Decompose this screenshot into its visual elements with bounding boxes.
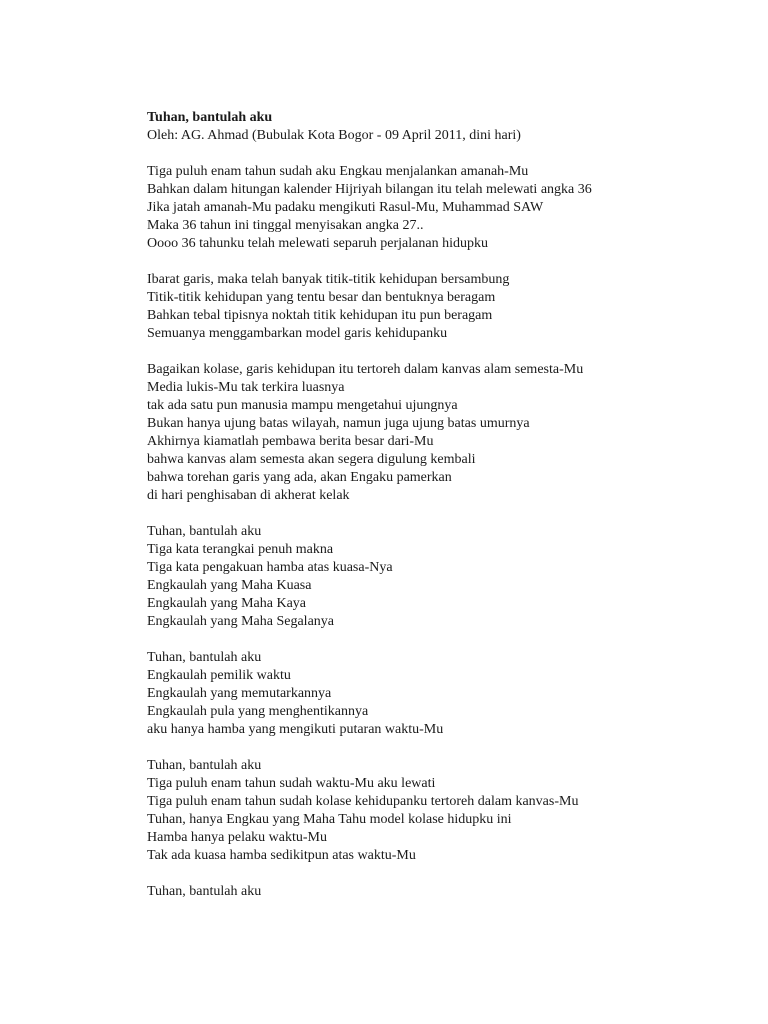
poem-line: Media lukis-Mu tak terkira luasnya [147,380,345,395]
poem-title: Tuhan, bantulah aku [147,110,273,125]
stanza-3 [147,361,747,505]
stanza-4 [147,523,747,631]
poem-byline: Oleh: AG. Ahmad (Bubulak Kota Bogor - 09 April 2011, dini hari) [147,128,521,143]
poem-line: aku hanya hamba yang mengikuti putaran waktu-Mu [147,722,444,737]
poem-line: Bahkan tebal tipisnya noktah titik kehidupan itu pun beragam [147,308,493,323]
poem-line: tak ada satu pun manusia mampu mengetahui ujungnya [147,398,458,413]
poem-line: Tiga kata pengakuan hamba atas kuasa-Nya [147,560,393,575]
poem-line: bahwa torehan garis yang ada, akan Engaku pamerkan [147,470,452,485]
poem-line: Semuanya menggambarkan model garis kehidupanku [147,326,448,341]
stanza-7 [147,883,747,901]
poem-line: Tiga kata terangkai penuh makna [147,542,334,557]
poem-line: Engkaulah yang Maha Segalanya [147,614,334,629]
poem-line: Engkaulah pula yang menghentikannya [147,704,369,719]
poem-line: Tiga puluh enam tahun sudah kolase kehidupanku tertoreh dalam kanvas-Mu [147,794,579,809]
poem-line: bahwa kanvas alam semesta akan segera digulung kembali [147,452,476,467]
poem-line: Tuhan, bantulah aku [147,650,262,665]
poem-line: Ibarat garis, maka telah banyak titik-titik kehidupan bersambung [147,272,510,287]
poem-line: Bagaikan kolase, garis kehidupan itu tertoreh dalam kanvas alam semesta-Mu [147,362,584,377]
stanza-5 [147,649,747,739]
poem-line: Akhirnya kiamatlah pembawa berita besar dari-Mu [147,434,434,449]
poem-body [147,109,747,901]
poem-line: Tiga puluh enam tahun sudah aku Engkau menjalankan amanah-Mu [147,164,529,179]
poem-line: Oooo 36 tahunku telah melewati separuh perjalanan hidupku [147,236,488,251]
poem-line: Tuhan, bantulah aku [147,524,262,539]
poem-line: Tuhan, bantulah aku [147,884,262,899]
poem-line: Engkaulah yang Maha Kuasa [147,578,312,593]
poem-line: Tiga puluh enam tahun sudah waktu-Mu aku lewati [147,776,436,791]
poem-line: Engkaulah yang Maha Kaya [147,596,306,611]
poem-line: Tak ada kuasa hamba sedikitpun atas waktu-Mu [147,848,416,863]
poem-line: di hari penghisaban di akherat kelak [147,488,350,503]
poem-line: Bukan hanya ujung batas wilayah, namun juga ujung batas umurnya [147,416,530,431]
poem-line: Jika jatah amanah-Mu padaku mengikuti Rasul-Mu, Muhammad SAW [147,200,544,215]
poem-line: Maka 36 tahun ini tinggal menyisakan angka 27.. [147,218,424,233]
poem-line: Titik-titik kehidupan yang tentu besar dan bentuknya beragam [147,290,496,305]
stanza-6 [147,757,747,865]
poem-line: Engkaulah yang memutarkannya [147,686,332,701]
stanza-2 [147,271,747,343]
poem-line: Hamba hanya pelaku waktu-Mu [147,830,327,845]
poem-line: Bahkan dalam hitungan kalender Hijriyah bilangan itu telah melewati angka 36 [147,182,592,197]
poem-line: Tuhan, hanya Engkau yang Maha Tahu model kolase hidupku ini [147,812,512,827]
stanza-1 [147,163,747,253]
poem-line: Engkaulah pemilik waktu [147,668,291,683]
poem-line: Tuhan, bantulah aku [147,758,262,773]
